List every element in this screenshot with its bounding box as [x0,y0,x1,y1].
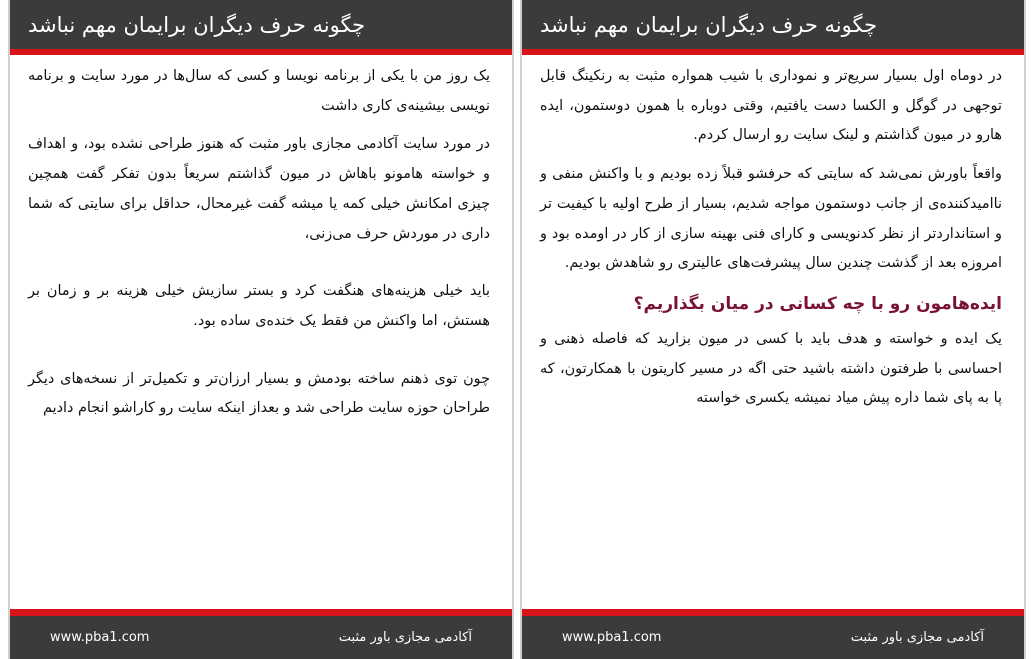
page-header [522,0,1024,55]
page-title: چگونه حرف دیگران برایمان مهم نباشد [540,12,878,37]
document-page-left [8,0,514,659]
paragraph: واقعاً باورش نمی‌شد که سایتی که حرفشو قبلاً زده بودیم و با واکنش منفی و ناامیدکننده‌ی از جانب دوستمون مواجه شدیم، بسیار از طرح اولیه با کیفیت تر و استانداردتر از نظر کدنویسی و کارای فنی بهینه سازی از کار در اومده بود و امروزه بعد از گذشت چندین سال پیشرفت‌های عالیتری رو شاهدش بودیم. [540,166,1002,272]
page-body [10,62,512,609]
paragraph: یک روز من با یکی از برنامه نویسا و کسی که سال‌ها در مورد سایت و برنامه نویسی بیشینه‌ی کاری داشت [28,68,490,114]
footer-brand: آکادمی مجازی باور مثبت [338,630,472,645]
paragraph: باید خیلی هزینه‌های هنگفت کرد و بستر سازیش خیلی هزینه بر و زمان بر هستش، اما واکنش من فقط یک خنده‌ی ساده بود. [28,283,490,329]
page-header [10,0,512,55]
page-footer [522,609,1024,659]
page-body [522,62,1024,609]
footer-brand: آکادمی مجازی باور مثبت [850,630,984,645]
paragraph: چون توی ذهنم ساخته بودمش و بسیار ارزان‌تر و تکمیل‌تر از نسخه‌های دیگر طراحان حوزه سایت طراحی شد و بعداز اینکه سایت رو کاراشو انجام دادیم [28,370,490,417]
page-footer [10,609,512,659]
paragraph: یک ایده و خواسته و هدف باید با کسی در میون بزارید که فاصله ذهنی و احساسی با طرفتون داشته باشید حتی اگه در مسیر کاریتون با همکارتون، که پا به پای شما داره پیش میاد نمیشه یکسری خواسته [540,330,1002,407]
section-heading: ایده‌هامون رو با چه کسانی در میان بگذاریم؟ [633,293,1002,314]
footer-website: www.pba1.com [562,630,662,645]
document-page-right [520,0,1026,659]
paragraph: در دوماه اول بسیار سریع‌تر و نموداری با شیب همواره مثبت به رنکینگ قابل توجهی در گوگل و الکسا دست یافتیم، وقتی دوباره با همون دوستمون، ایده هارو در میون گذاشتم و لینک سایت رو ارسال کردم. [540,68,1002,144]
paragraph: در مورد سایت آکادمی مجازی باور مثبت که هنوز طراحی نشده بود، و اهداف و خواسته هامونو باهاش در میون گذاشتم سریعاً بدون تفکر گفت همچین چیزی امکانش خیلی کمه یا میشه گفت غیرمحال، حداقل برای سایتی که شما داری در موردش حرف می‌زنی، [28,136,490,242]
page-title: چگونه حرف دیگران برایمان مهم نباشد [28,12,366,37]
footer-website: www.pba1.com [50,630,150,645]
